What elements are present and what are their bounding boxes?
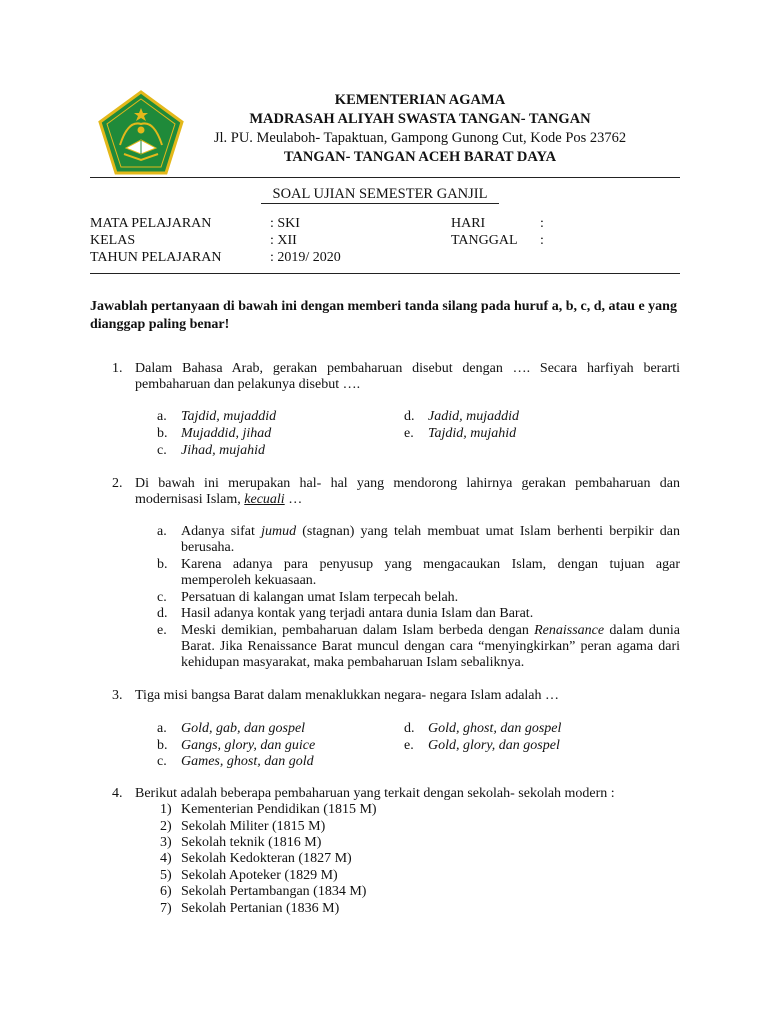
question-text: Dalam Bahasa Arab, gerakan pembaharuan disebut dengan …. Secara harfiyah berarti pembaharuan dan pelakunya disebut …. — [135, 361, 680, 392]
header-ministry: KEMENTERIAN AGAMA — [334, 92, 506, 108]
hari-label: HARI — [451, 216, 486, 231]
tahun-label: TAHUN PELAJARAN — [90, 250, 222, 265]
tanggal-value: : — [540, 233, 544, 248]
question-text: Berikut adalah beberapa pembaharuan yang terkait dengan sekolah- sekolah modern : — [135, 786, 615, 801]
question-2 — [112, 476, 680, 508]
hari-value: : — [540, 216, 544, 231]
header-school-name: MADRASAH ALIYAH SWASTA TANGAN- TANGAN — [249, 111, 591, 127]
mapel-label: MATA PELAJARAN — [90, 216, 212, 231]
q2-option-b: b. Karena adanya para penyusup yang mengacaukan Islam, dengan tujuan agar memperoleh kekuasaan. — [157, 557, 680, 588]
instruction: Jawablah pertanyaan di bawah ini dengan memberi tanda silang pada huruf a, b, c, d, atau e yang dianggap paling benar! — [90, 299, 677, 332]
kelas-label: KELAS — [90, 233, 136, 248]
question-number: 2. — [112, 476, 123, 491]
header-region: TANGAN- TANGAN ACEH BARAT DAYA — [283, 149, 557, 165]
info-divider — [90, 273, 680, 274]
q4-list-item: 2) Sekolah Militer (1815 M) — [160, 819, 326, 834]
header-address: Jl. PU. Meulaboh- Tapaktuan, Gampong Gunong Cut, Kode Pos 23762 — [213, 130, 627, 146]
header-divider — [90, 177, 680, 178]
q4-list-item: 6) Sekolah Pertambangan (1834 M) — [160, 884, 367, 899]
question-number: 3. — [112, 688, 123, 703]
q4-list-item: 7) Sekolah Pertanian (1836 M) — [160, 901, 340, 916]
question-3 — [112, 688, 680, 704]
question-1 — [112, 361, 680, 393]
question-text: Di bawah ini merupakan hal- hal yang mendorong lahirnya gerakan pembaharuan dan modernisasi Islam, kecuali … — [135, 476, 680, 507]
mapel-value: : SKI — [270, 216, 300, 231]
question-number: 1. — [112, 361, 123, 376]
q2-option-c: c. Persatuan di kalangan umat Islam terpecah belah. — [157, 590, 459, 605]
q2-option-d: d. Hasil adanya kontak yang terjadi antara dunia Islam dan Barat. — [157, 606, 534, 621]
q2-option-a: a. Adanya sifat jumud (stagnan) yang telah membuat umat Islam berhenti berpikir dan berusaha. — [157, 524, 680, 555]
question-number: 4. — [112, 786, 123, 801]
tahun-value: : 2019/ 2020 — [270, 250, 341, 265]
kecuali-emphasis: kecuali — [244, 492, 285, 507]
document-title: SOAL UJIAN SEMESTER GANJIL — [240, 186, 520, 203]
q4-list-item: 4) Sekolah Kedokteran (1827 M) — [160, 851, 352, 866]
q4-list-item: 5) Sekolah Apoteker (1829 M) — [160, 868, 338, 883]
q2-option-e: e. Meski demikian, pembaharuan dalam Islam berbeda dengan Renaissance dalam dunia Barat. Jika Renaissance Barat muncul dengan cara “menyingkirkan” peran agama dari kehidupan masyarakat, maka pembaharuan Islam sebaliknya. — [157, 623, 681, 670]
q4-list-item: 3) Sekolah teknik (1816 M) — [160, 835, 322, 850]
q4-list-item: 1) Kementerian Pendidikan (1815 M) — [160, 802, 377, 817]
question-text: Tiga misi bangsa Barat dalam menaklukkan negara- negara Islam adalah … — [135, 688, 560, 703]
question-4 — [112, 786, 680, 802]
kelas-value: : XII — [270, 233, 297, 248]
tanggal-label: TANGGAL — [451, 233, 518, 248]
